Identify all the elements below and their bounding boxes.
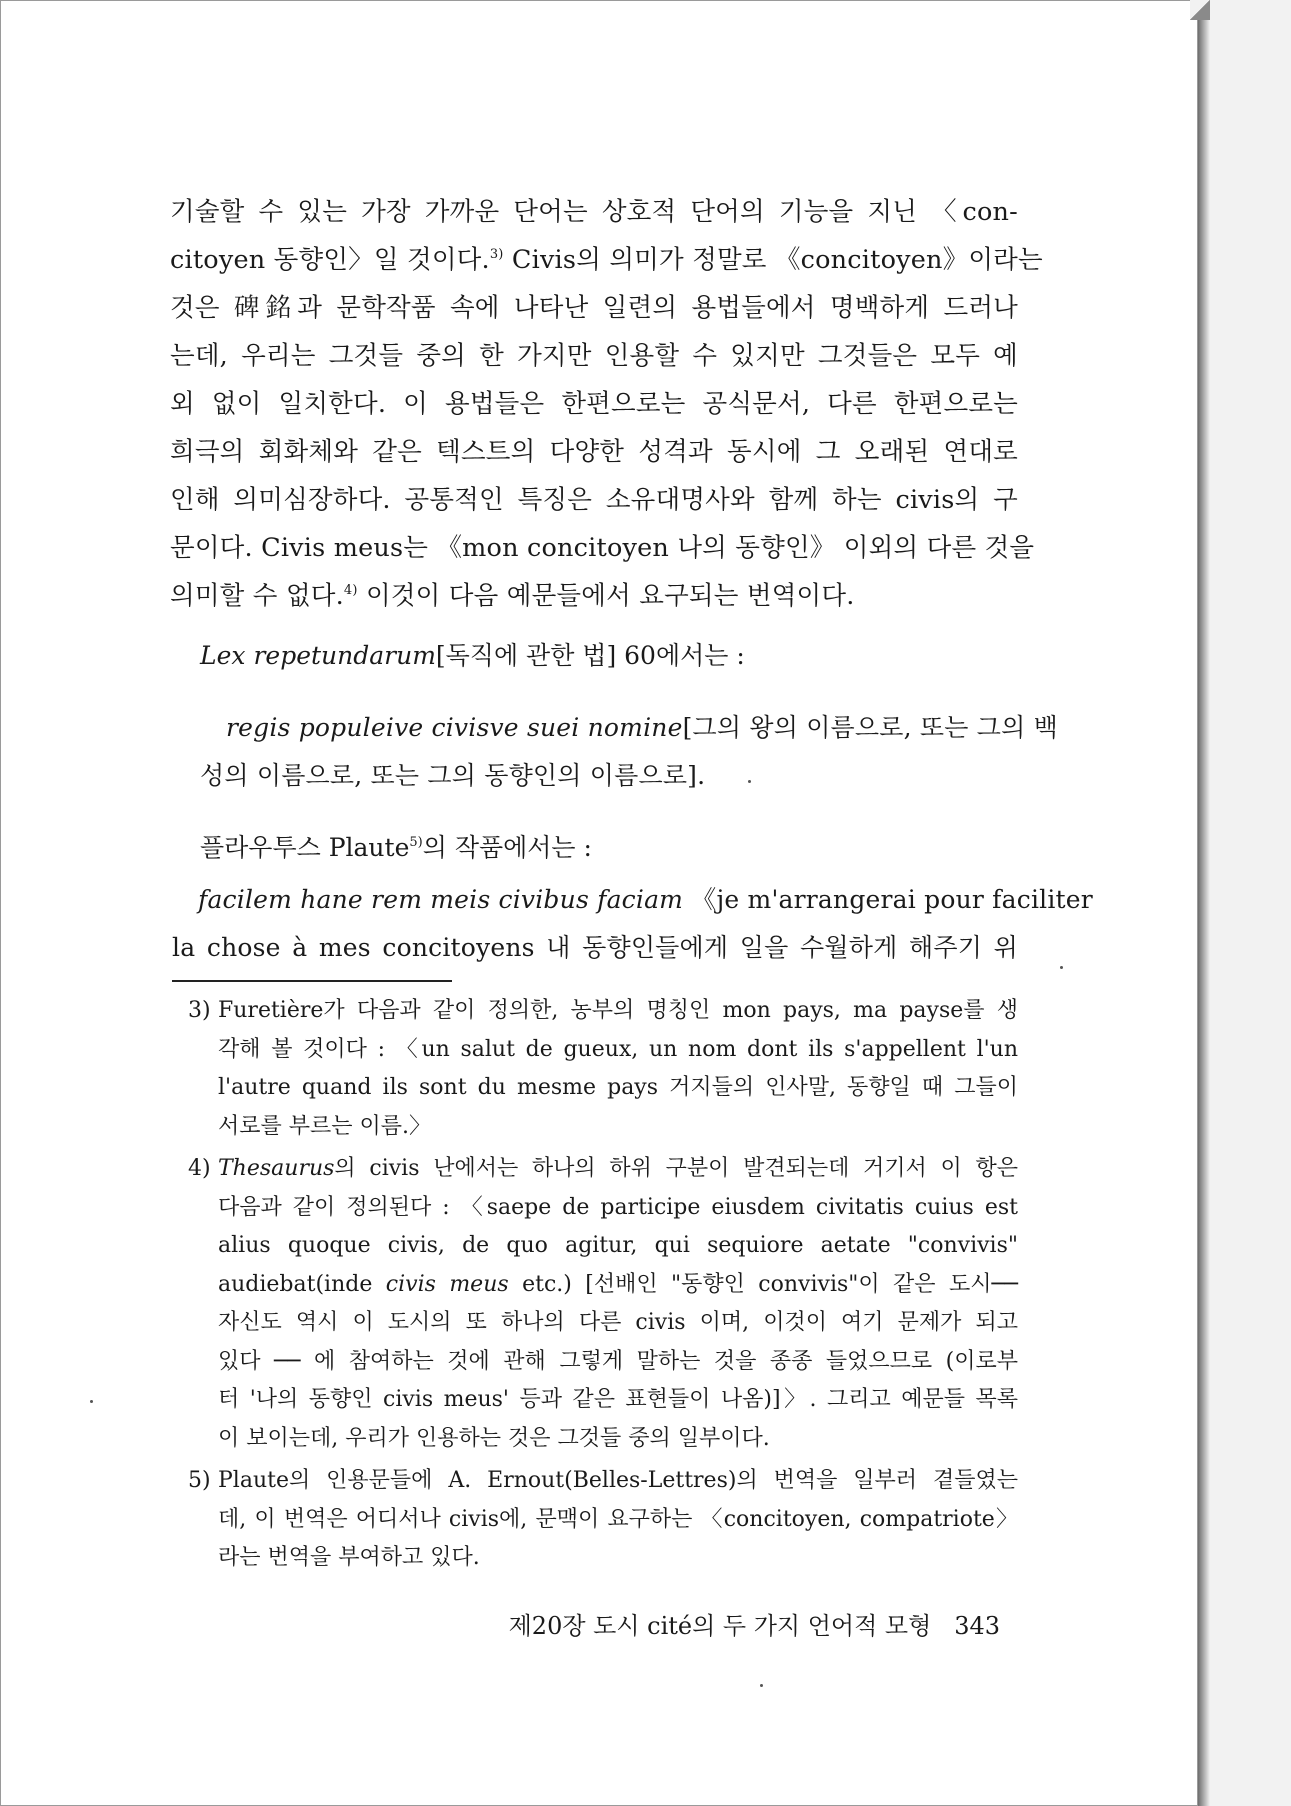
text-fragment: citoyen 동향인〉일 것이다. <box>170 245 490 275</box>
footnote-number: 4) <box>188 1156 211 1181</box>
page-edge-shadow <box>1198 0 1210 1806</box>
text-fragment: etc.) [선배인 "동향인 convivis"이 같은 도시── <box>508 1271 1018 1297</box>
scan-speck <box>1060 966 1063 969</box>
footnote-separator <box>172 980 452 982</box>
text-line: 기술할 수 있는 가장 가까운 단어는 상호적 단어의 기능을 지닌 〈con- <box>170 197 1018 227</box>
text-line: 것은 碑銘과 문학작품 속에 나타난 일련의 용법들에서 명백하게 드러나 <box>170 293 1018 323</box>
footnote-4 <box>188 1150 1018 1458</box>
footnote-line: 자신도 역시 이 도시의 또 하나의 다른 civis 이며, 이것이 여기 문제가 되고 <box>218 1310 1018 1335</box>
running-footer <box>440 1608 1000 1644</box>
footnote-3 <box>188 992 1018 1146</box>
footnote-line: 각해 볼 것이다 : 〈un salut de gueux, un nom dont ils s'appellent l'un <box>218 1036 1018 1062</box>
chapter-title: 제20장 도시 cité의 두 가지 언어적 모형 <box>508 1612 932 1640</box>
text-line <box>226 704 1058 752</box>
footnote-line <box>218 1266 1018 1305</box>
text-line: 성의 이름으로, 또는 그의 동향인의 이름으로]. <box>200 761 706 790</box>
footnote-line: 서로를 부르는 이름.〉 <box>218 1113 431 1139</box>
text-line: la chose à mes concitoyens 내 동향인들에게 일을 수월하게 해주기 위 <box>172 933 1018 962</box>
text-line <box>198 876 1093 924</box>
latin-phrase: civis meus <box>385 1271 509 1297</box>
latin-title: Thesaurus <box>218 1156 335 1181</box>
text-fragment: 플라우투스 Plaute <box>200 833 410 862</box>
example-quote-lex-cont <box>200 752 1018 800</box>
latin-quote: regis populeive civisve suei nomine <box>226 713 683 742</box>
text-line: 는데, 우리는 그것들 중의 한 가지만 인용할 수 있지만 그것들은 모두 예 <box>170 341 1018 371</box>
text-line: 희극의 회화체와 같은 텍스트의 다양한 성격과 동시에 그 오래된 연대로 <box>170 437 1018 467</box>
page-corner-fold <box>1190 0 1210 20</box>
text-line <box>170 572 1018 620</box>
text-line: 외 없이 일치한다. 이 용법들은 한편으로는 공식문서, 다른 한편으로는 <box>170 389 1018 419</box>
footnote-line: 다음과 같이 정의된다 : 〈saepe de participe eiusdem civitatis cuius est <box>218 1194 1018 1220</box>
text-fragment: 《je m'arrangerai pour faciliter <box>691 885 1093 914</box>
page-number: 343 <box>954 1612 1000 1640</box>
footnote-line: 이 보이는데, 우리가 인용하는 것은 그것들 중의 일부이다. <box>218 1425 770 1451</box>
example-intro-plaute <box>200 824 1018 872</box>
main-paragraph <box>170 188 1043 620</box>
footnote-ref: 4) <box>343 583 358 598</box>
example-intro-lex <box>200 632 1018 680</box>
scan-speck <box>90 1400 93 1403</box>
text-fragment: audiebat(inde <box>218 1271 386 1297</box>
footnotes <box>188 992 1018 1582</box>
text-fragment: 의 작품에서는 : <box>422 833 592 862</box>
text-fragment: 의 civis 난에서는 하나의 하위 구분이 발견되는데 거기서 이 항은 <box>334 1156 1018 1181</box>
footnote-line: alius quoque civis, de quo agitur, qui sequiore aetate "convivis" <box>218 1233 1018 1258</box>
footnote-number: 3) <box>188 998 211 1023</box>
footnote-line: Plaute의 인용문들에 A. Ernout(Belles-Lettres)의 번역을 일부러 곁들였는 <box>218 1468 1018 1493</box>
example-quote-lex <box>226 704 1058 752</box>
footnote-line: 있다 ── 에 참여하는 것에 관해 그렇게 말하는 것을 종종 들었으므로 (이로부 <box>218 1348 1018 1374</box>
scan-speck <box>760 1684 763 1687</box>
example-quote-plaute-cont <box>172 924 1018 972</box>
text-fragment: 이것이 다음 예문들에서 요구되는 번역이다. <box>365 581 855 611</box>
text-fragment: Civis의 의미가 정말로 《concitoyen》이라는 <box>511 245 1043 275</box>
text-fragment: 의미할 수 없다. <box>170 581 344 611</box>
footnote-5 <box>188 1462 1018 1578</box>
footnote-line: l'autre quand ils sont du mesme pays 거지들의 인사말, 동향일 때 그들이 <box>218 1075 1018 1100</box>
scan-speck <box>748 780 751 783</box>
footnote-ref: 3) <box>489 247 504 262</box>
footnote-ref: 5) <box>409 835 423 850</box>
footnote-line: 라는 번역을 부여하고 있다. <box>218 1545 480 1570</box>
footnote-line <box>218 1150 1018 1189</box>
footnote-line: 터 '나의 동향인 civis meus' 등과 같은 표현들이 나옴)]〉. 그리고 예문들 목록 <box>218 1387 1018 1412</box>
text-line: 문이다. Civis meus는 《mon concitoyen 나의 동향인》 이외의 다른 것을 <box>170 533 1035 563</box>
latin-title: Lex repetundarum <box>200 641 436 670</box>
text-line: 인해 의미심장하다. 공통적인 특징은 소유대명사와 함께 하는 civis의 구 <box>170 485 1018 515</box>
text-line <box>170 236 1043 284</box>
latin-quote: facilem hane rem meis civibus faciam <box>198 885 684 914</box>
example-quote-plaute <box>198 876 1093 924</box>
footnote-number: 5) <box>188 1468 211 1493</box>
text-fragment: [그의 왕의 이름으로, 또는 그의 백 <box>682 713 1058 742</box>
footnote-line: Furetière가 다음과 같이 정의한, 농부의 명칭인 mon pays, ma payse를 생 <box>218 998 1018 1023</box>
text-fragment: [독직에 관한 법] 60에서는 : <box>435 641 745 670</box>
footnote-line: 데, 이 번역은 어디서나 civis에, 문맥이 요구하는 〈concitoyen, compatriote〉 <box>218 1506 1018 1532</box>
